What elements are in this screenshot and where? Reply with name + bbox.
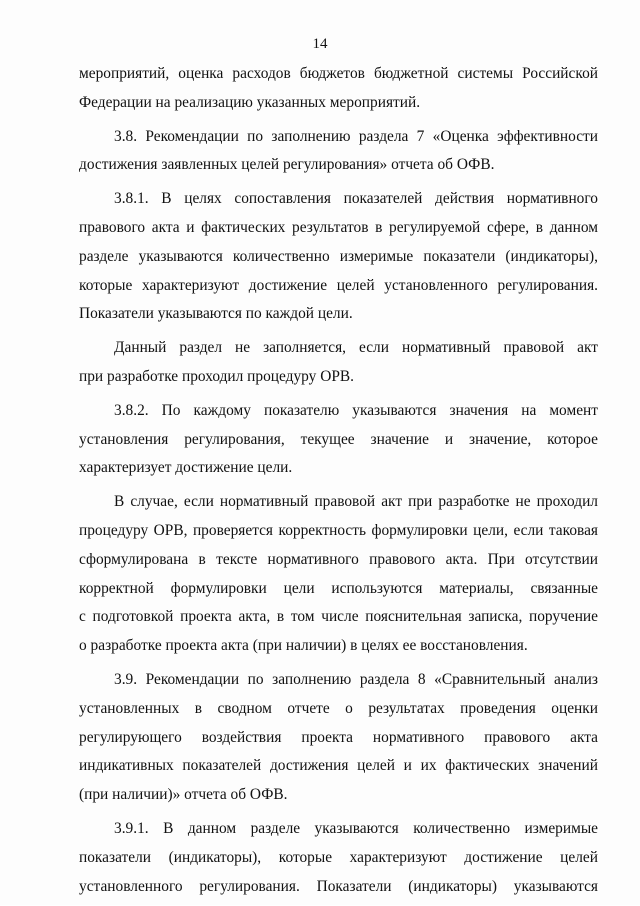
text-line: которые характеризуют достижение целей установленного регулирования. bbox=[79, 276, 598, 294]
text-line: правового акта и фактических результатов в регулируемой сфере, в данном bbox=[79, 218, 598, 236]
text-line: характеризует достижение цели. bbox=[79, 459, 293, 477]
page-number: 14 bbox=[312, 36, 328, 52]
text-line: индикативных показателей достижения целей и их фактических значений bbox=[79, 757, 598, 775]
text-line: регулирующего воздействия проекта нормативного правового акта bbox=[79, 728, 598, 746]
text-line: 3.8.2. По каждому показателю указываются значения на момент bbox=[114, 401, 598, 419]
text-line: разделе указываются количественно измеримые показатели (индикаторы), bbox=[79, 247, 598, 265]
text-line: сформулирована в тексте нормативного правового акта. При отсутствии bbox=[79, 550, 598, 568]
paragraph bbox=[79, 397, 598, 483]
text-line: 3.9. Рекомендации по заполнению раздела 8 «Сравнительный анализ bbox=[114, 670, 598, 688]
text-line: 3.8.1. В целях сопоставления показателей действия нормативного bbox=[114, 190, 598, 208]
text-line: 3.8. Рекомендации по заполнению раздела 7 «Оценка эффективности bbox=[114, 127, 598, 145]
paragraph bbox=[79, 60, 598, 118]
text-line: установленных в сводном отчете о результатах проведения оценки bbox=[79, 699, 598, 717]
text-line: установленного регулирования. Показатели (индикаторы) указываются bbox=[79, 877, 598, 895]
document-body bbox=[79, 60, 598, 906]
paragraph bbox=[79, 123, 598, 181]
text-line: установления регулирования, текущее значение и значение, которое bbox=[79, 430, 598, 448]
text-line: о разработке проекта акта (при наличии) в целях ее восстановления. bbox=[79, 637, 528, 655]
text-line: Показатели указываются по каждой цели. bbox=[79, 305, 353, 323]
text-line: показатели (индикаторы), которые характеризуют достижение целей bbox=[79, 848, 598, 866]
text-line: процедуру ОРВ, проверяется корректность формулировки цели, если таковая bbox=[79, 521, 598, 539]
text-line: Федерации на реализацию указанных мероприятий. bbox=[79, 93, 421, 111]
text-line: при разработке проходил процедуру ОРВ. bbox=[79, 367, 355, 385]
paragraph bbox=[79, 488, 598, 661]
text-line: достижения заявленных целей регулирования» отчета об ОФВ. bbox=[79, 156, 495, 174]
paragraph bbox=[79, 815, 598, 901]
text-line: (при наличии)» отчета об ОФВ. bbox=[79, 786, 288, 804]
paragraph bbox=[79, 666, 598, 810]
text-line: В случае, если нормативный правовой акт при разработке не проходил bbox=[114, 493, 598, 511]
text-line: с подготовкой проекта акта, в том числе пояснительная записка, поручение bbox=[79, 608, 598, 626]
text-line: 3.9.1. В данном разделе указываются количественно измеримые bbox=[114, 819, 598, 837]
paragraph bbox=[79, 334, 598, 392]
text-line: Данный раздел не заполняется, если нормативный правовой акт bbox=[114, 339, 598, 357]
paragraph bbox=[79, 185, 598, 329]
text-line: корректной формулировки цели используются материалы, связанные bbox=[79, 579, 598, 597]
text-line: мероприятий, оценка расходов бюджетов бюджетной системы Российской bbox=[79, 65, 598, 82]
